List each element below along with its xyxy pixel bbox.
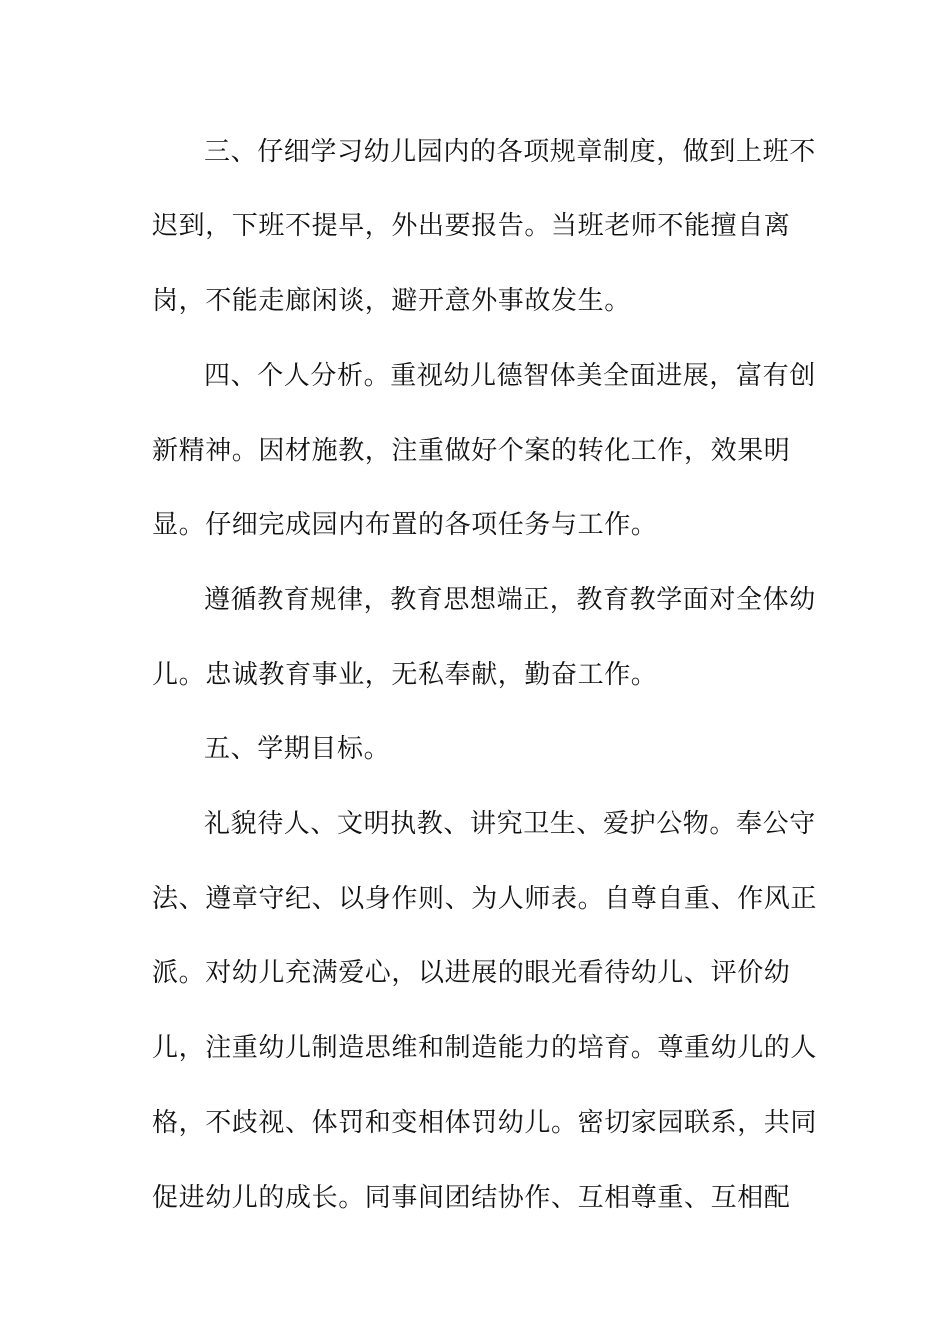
text-line: 儿，注重幼儿制造思维和制造能力的培育。尊重幼儿的人 bbox=[152, 1033, 818, 1063]
text-line: 礼貌待人、文明执教、讲究卫生、爱护公物。奉公守 bbox=[204, 809, 816, 839]
text-line: 法、遵章守纪、以身作则、为人师表。自尊自重、作风正 bbox=[152, 884, 818, 914]
text-line: 迟到，下班不提早，外出要报告。当班老师不能擅自离 bbox=[152, 211, 791, 241]
text-line: 促进幼儿的成长。同事间团结协作、互相尊重、互相配 bbox=[152, 1183, 791, 1213]
text-line: 岗，不能走廊闲谈，避开意外事故发生。 bbox=[152, 286, 631, 316]
text-line: 格，不歧视、体罚和变相体罚幼儿。密切家园联系，共同 bbox=[152, 1108, 818, 1138]
text-line: 五、学期目标。 bbox=[204, 734, 391, 764]
text-line: 派。对幼儿充满爱心，以进展的眼光看待幼儿、评价幼 bbox=[152, 958, 791, 988]
text-line: 儿。忠诚教育事业，无私奉献，勤奋工作。 bbox=[152, 660, 658, 690]
text-line: 四、个人分析。重视幼儿德智体美全面进展，富有创 bbox=[204, 361, 816, 391]
text-line: 新精神。因材施教，注重做好个案的转化工作，效果明 bbox=[152, 436, 791, 466]
text-line: 遵循教育规律，教育思想端正，教育教学面对全体幼 bbox=[204, 585, 816, 615]
text-line: 显。仔细完成园内布置的各项任务与工作。 bbox=[152, 510, 658, 540]
text-line: 三、仔细学习幼儿园内的各项规章制度，做到上班不 bbox=[204, 137, 816, 167]
